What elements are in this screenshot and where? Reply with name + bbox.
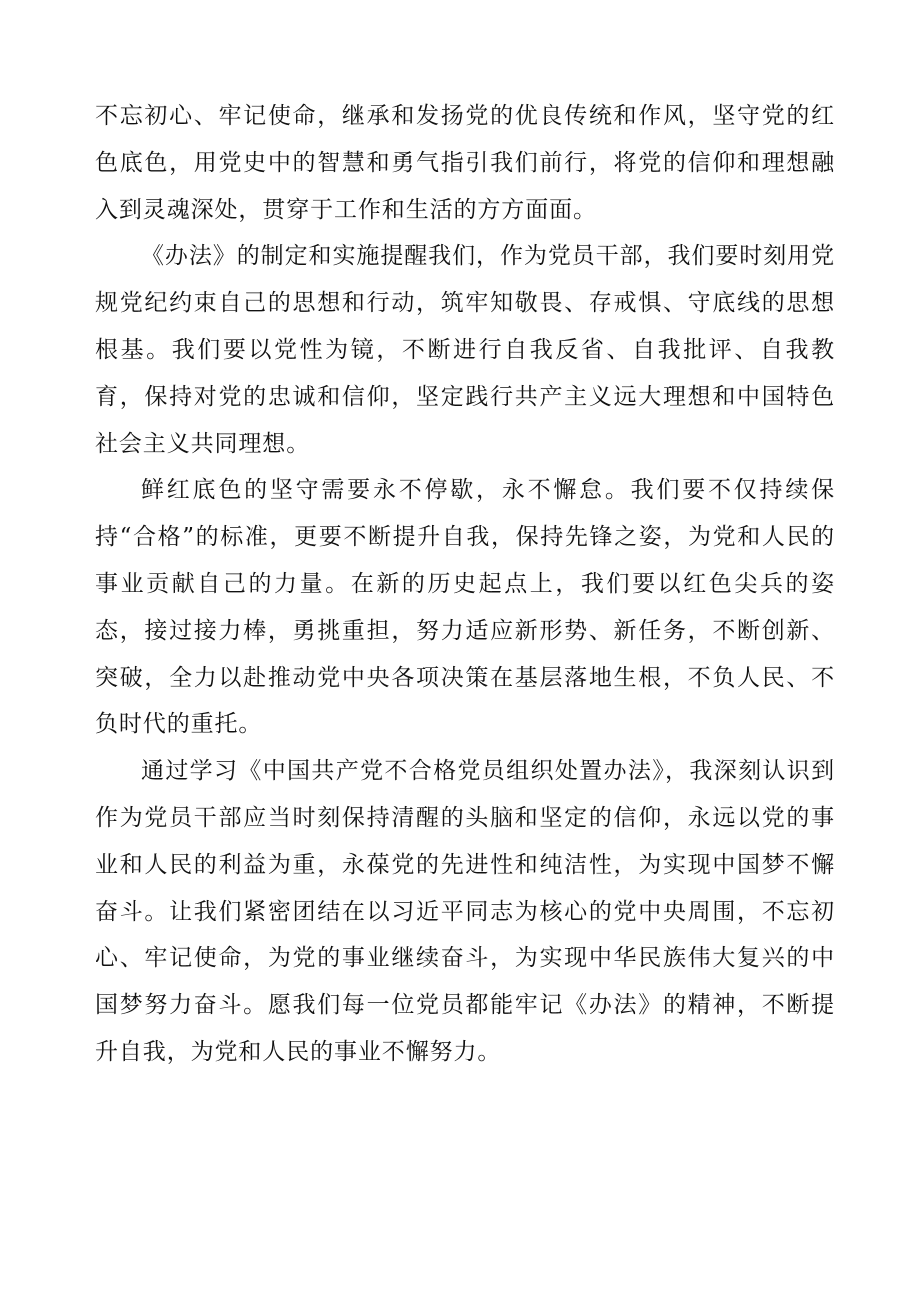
paragraph-4: 通过学习《中国共产党不合格党员组织处置办法》，我深刻认识到作为党员干部应当时刻保持清醒的头脑和坚定的信仰，永远以党的事业和人民的利益为重，永葆党的先进性和纯洁性，为实现中国梦不懈奋斗。让我们紧密团结在以习近平同志为核心的党中央周围，不忘初心、牢记使命，为党的事业继续奋斗，为实现中华民族伟大复兴的中国梦努力奋斗。愿我们每一位党员都能牢记《办法》的精神，不断提升自我，为党和人民的事业不懈努力。: [95, 758, 835, 1065]
paragraph-1: 不忘初心、牢记使命，继承和发扬党的优良传统和作风，坚守党的红色底色，用党史中的智慧和勇气指引我们前行，将党的信仰和理想融入到灵魂深处，贯穿于工作和生活的方方面面。: [95, 103, 835, 223]
paragraph-2: 《办法》的制定和实施提醒我们，作为党员干部，我们要时刻用党规党纪约束自己的思想和行动，筑牢知敬畏、存戒惧、守底线的思想根基。我们要以党性为镜，不断进行自我反省、自我批评、自我教育，保持对党的忠诚和信仰，坚定践行共产主义远大理想和中国特色社会主义共同理想。: [95, 243, 835, 457]
paragraph-3: 鲜红底色的坚守需要永不停歇，永不懈怠。我们要不仅持续保持“合格”的标准，更要不断提升自我，保持先锋之姿，为党和人民的事业贡献自己的力量。在新的历史起点上，我们要以红色尖兵的姿态，接过接力棒，勇挑重担，努力适应新形势、新任务，不断创新、突破，全力以赴推动党中央各项决策在基层落地生根，不负人民、不负时代的重托。: [95, 477, 835, 738]
document-body: [95, 93, 835, 1076]
